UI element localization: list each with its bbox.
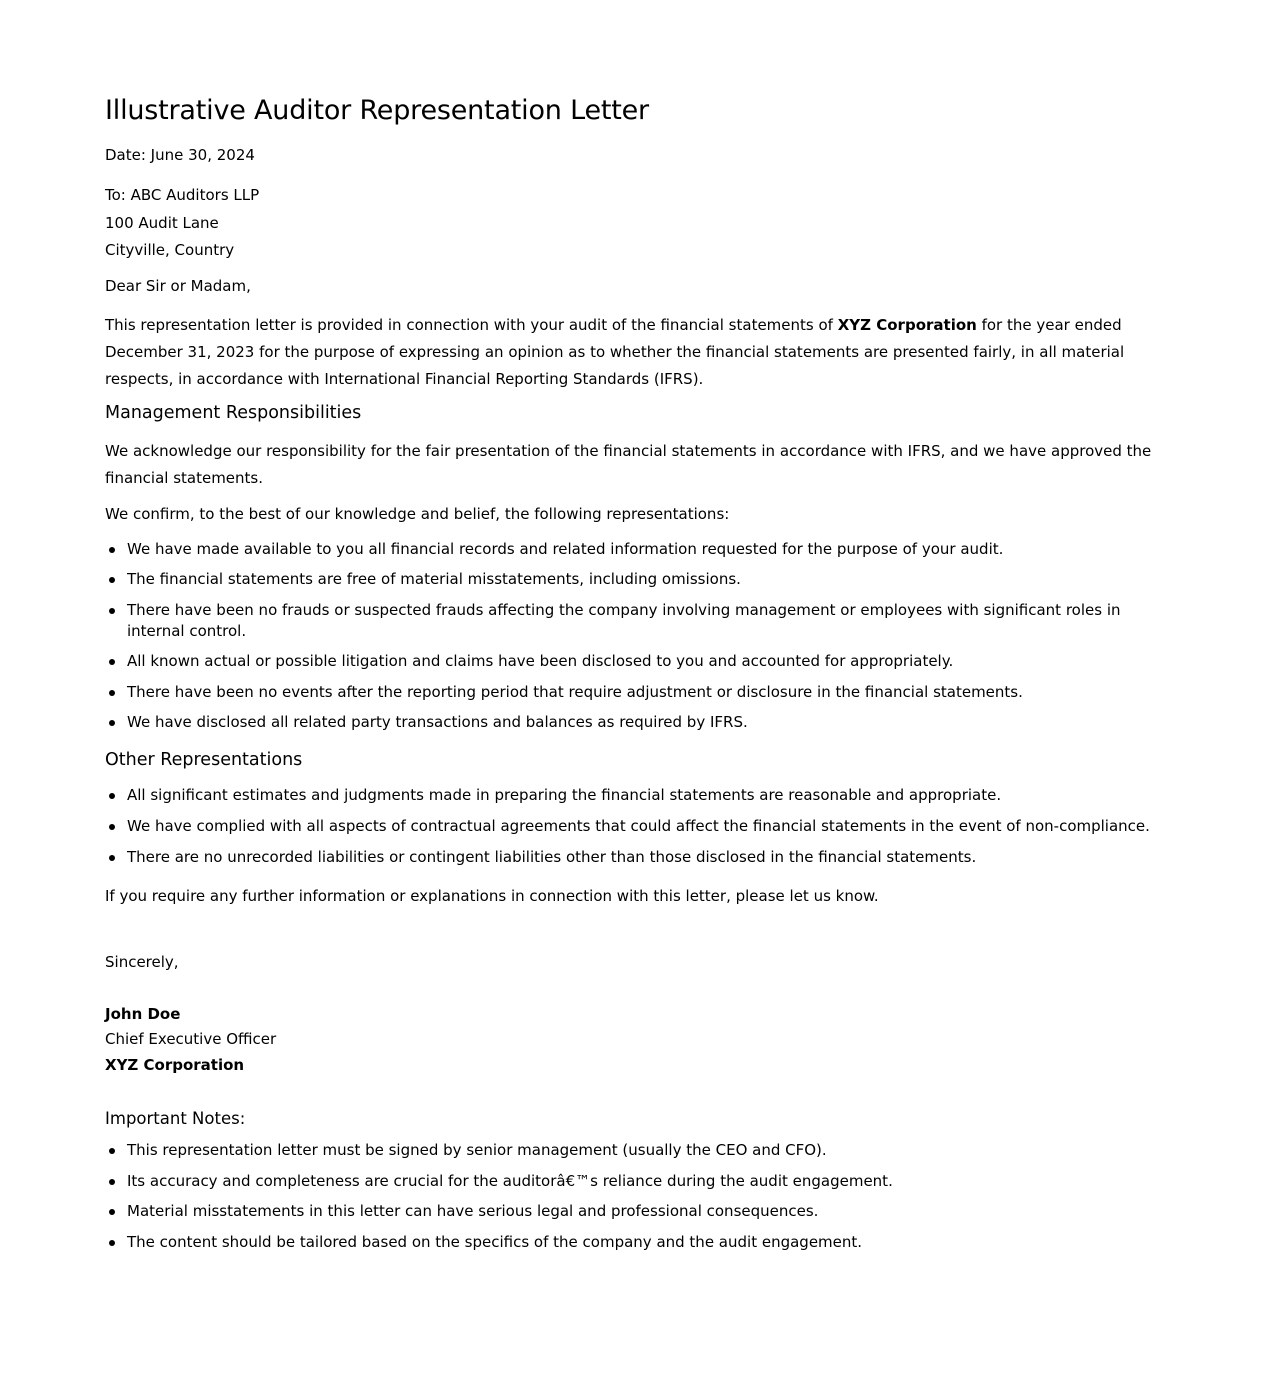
management-heading: Management Responsibilities bbox=[105, 402, 362, 423]
signatory-name: John Doe bbox=[105, 1004, 181, 1023]
list-item: The content should be tailored based on the specifics of the company and the audit engagement. bbox=[127, 1232, 1160, 1253]
list-item: We have complied with all aspects of contractual agreements that could affect the financial statements in the event of non-compliance. bbox=[127, 816, 1160, 837]
address-line-3: Cityville, Country bbox=[105, 241, 235, 259]
list-item: There are no unrecorded liabilities or contingent liabilities other than those disclosed in the financial statements. bbox=[127, 847, 1160, 868]
letter-date: Date: June 30, 2024 bbox=[105, 146, 255, 164]
notes-list bbox=[105, 1140, 1160, 1253]
sincerely: Sincerely, bbox=[105, 952, 179, 971]
list-item: All significant estimates and judgments made in preparing the financial statements are reasonable and appropriate. bbox=[127, 785, 1160, 806]
page-title: Illustrative Auditor Representation Letter bbox=[105, 95, 649, 126]
address-line-1: To: ABC Auditors LLP bbox=[105, 186, 260, 204]
list-item: We have made available to you all financial records and related information requested for the purpose of your audit. bbox=[127, 539, 1160, 560]
list-item: This representation letter must be signed by senior management (usually the CEO and CFO). bbox=[127, 1140, 1160, 1161]
intro-company-name: XYZ Corporation bbox=[837, 315, 977, 334]
signatory-company: XYZ Corporation bbox=[105, 1055, 245, 1074]
management-list bbox=[105, 539, 1160, 734]
recipient-address bbox=[105, 182, 1160, 265]
list-item: Its accuracy and completeness are crucial for the auditorâ€™s reliance during the audit engagement. bbox=[127, 1171, 1160, 1192]
list-item: The financial statements are free of material misstatements, including omissions. bbox=[127, 569, 1160, 590]
management-paragraph: We acknowledge our responsibility for the fair presentation of the financial statements in accordance with IFRS, and we have approved the financial statements. bbox=[105, 441, 1152, 487]
other-list bbox=[105, 785, 1160, 867]
other-heading: Other Representations bbox=[105, 750, 303, 771]
confirm-paragraph: We confirm, to the best of our knowledge and belief, the following representations: bbox=[105, 504, 730, 523]
list-item: We have disclosed all related party transactions and balances as required by IFRS. bbox=[127, 712, 1160, 733]
list-item: There have been no frauds or suspected frauds affecting the company involving management or employees with significant roles in internal control. bbox=[127, 600, 1160, 642]
intro-text-before: This representation letter is provided in connection with your audit of the financial statements of bbox=[105, 315, 838, 334]
signature-block bbox=[105, 1002, 1160, 1079]
intro-text-after: for the year ended December 31, 2023 for the purpose of expressing an opinion as to whether the financial statements are presented fairly, in all material respects, in accordance with International Financial Reporting Standards (IFRS). bbox=[105, 315, 1125, 388]
address-line-2: 100 Audit Lane bbox=[105, 213, 219, 232]
closing-paragraph: If you require any further information or explanations in connection with this letter, please let us know. bbox=[105, 886, 879, 905]
intro-paragraph bbox=[105, 312, 1160, 393]
notes-heading: Important Notes: bbox=[105, 1109, 246, 1129]
list-item: There have been no events after the reporting period that require adjustment or disclosure in the financial statements. bbox=[127, 682, 1160, 703]
list-item: Material misstatements in this letter can have serious legal and professional consequences. bbox=[127, 1201, 1160, 1222]
signatory-role: Chief Executive Officer bbox=[105, 1030, 277, 1049]
salutation: Dear Sir or Madam, bbox=[105, 276, 251, 295]
list-item: All known actual or possible litigation and claims have been disclosed to you and accounted for appropriately. bbox=[127, 651, 1160, 672]
